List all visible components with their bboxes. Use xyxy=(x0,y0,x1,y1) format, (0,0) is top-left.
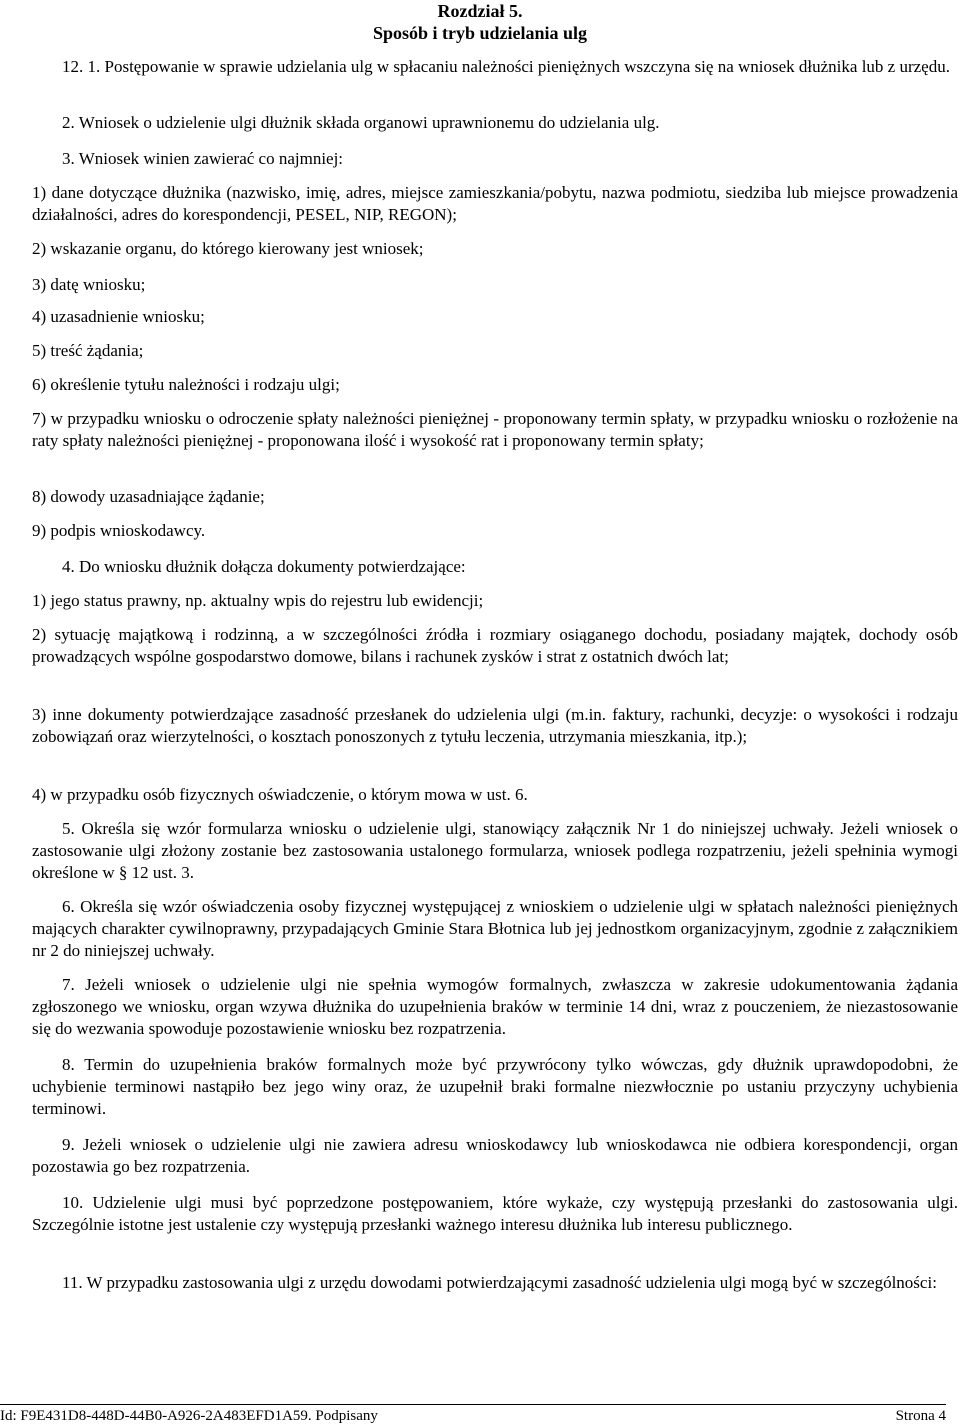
document-id: Id: F9E431D8-448D-44B0-A926-2A483EFD1A59. Podpisany xyxy=(0,1408,378,1424)
paragraph-11: 11. W przypadku zastosowania ulgi z urzędu dowodami potwierdzającymi zasadność udzielenia ulgi mogą być w szczególności: xyxy=(62,1273,937,1292)
list-item: 4) uzasadnienie wniosku; xyxy=(32,307,205,326)
paragraph-10: 10. Udzielenie ulgi musi być poprzedzone postępowaniem, które wykaże, czy występują przesłanki do zastosowania ulgi. Szczególnie istotne jest ustalenie czy występują przesłanki ważnego interesu dłużnika lub interesu publicznego. xyxy=(32,1193,958,1234)
list-item: 6) określenie tytułu należności i rodzaju ulgi; xyxy=(32,375,340,394)
list-item: 7) w przypadku wniosku o odroczenie spłaty należności pieniężnej - proponowany termin spłaty, w przypadku wniosku o rozłożenie na raty spłaty należności pieniężnej - proponowana ilość i wysokość rat i proponowany termin spłaty; xyxy=(32,409,958,450)
list-item: 1) jego status prawny, np. aktualny wpis do rejestru lub ewidencji; xyxy=(32,591,484,610)
list-item: 2) sytuację majątkową i rodzinną, a w szczególności źródła i rozmiary osiąganego dochodu, posiadany majątek, dochody osób prowadzących wspólne gospodarstwo domowe, bilans i rachunek zysków i strat z ostatnich dwóch lat; xyxy=(32,625,958,666)
paragraph-6: 6. Określa się wzór oświadczenia osoby fizycznej występującej z wnioskiem o udzielenie ulgi w spłatach należności pieniężnych mających charakter cywilnoprawny, przypadających Gminie Stara Błotnica lub jej jednostkom organizacyjnym, zgodnie z załącznikiem nr 2 do niniejszej uchwały. xyxy=(32,897,958,960)
list-item: 8) dowody uzasadniające żądanie; xyxy=(32,487,265,506)
paragraph-9: 9. Jeżeli wniosek o udzielenie ulgi nie zawiera adresu wnioskodawcy lub wnioskodawca nie odbiera korespondencji, organ pozostawia go bez rozpatrzenia. xyxy=(32,1135,958,1176)
list-item: 3) inne dokumenty potwierdzające zasadność przesłanek do udzielenia ulgi (m.in. faktury, rachunki, decyzje: o wysokości i rodzaju zobowiązań oraz wierzytelności, o kosztach ponoszonych z tytułu leczenia, utrzymania mieszkania, itp.); xyxy=(32,705,958,746)
list-item: 9) podpis wnioskodawcy. xyxy=(32,521,206,540)
paragraph-4: 4. Do wniosku dłużnik dołącza dokumenty potwierdzające: xyxy=(62,557,466,576)
list-item: 3) datę wniosku; xyxy=(32,275,146,294)
paragraph-8: 8. Termin do uzupełnienia braków formalnych może być przywrócony tylko wówczas, gdy dłużnik uprawdopodobni, że uchybienie terminowi nastąpiło bez jego winy oraz, że uzupełnił braki formalne niezwłocznie po ustaniu przyczyny uchybienia terminowi. xyxy=(32,1055,958,1118)
paragraph-12-1: 12. 1. Postępowanie w sprawie udzielania ulg w spłacaniu należności pieniężnych wszczyna się na wniosek dłużnika lub z urzędu. xyxy=(62,57,950,76)
paragraph-3: 3. Wniosek winien zawierać co najmniej: xyxy=(62,149,344,168)
list-item: 2) wskazanie organu, do którego kierowany jest wniosek; xyxy=(32,239,424,258)
chapter-title: Rozdział 5. xyxy=(437,1,523,21)
footer-divider xyxy=(0,1404,946,1405)
paragraph-2: 2. Wniosek o udzielenie ulgi dłużnik składa organowi uprawnionemu do udzielania ulg. xyxy=(62,113,660,132)
paragraph-7: 7. Jeżeli wniosek o udzielenie ulgi nie spełnia wymogów formalnych, zwłaszcza w zakresie udokumentowania żądania zgłoszonego we wniosku, organ wzywa dłużnika do uzupełnienia braków w terminie 14 dni, wraz z pouczeniem, że niezastosowanie się do wezwania spowoduje pozostawienie wniosku bez rozpatrzenia. xyxy=(32,975,958,1038)
list-item: 1) dane dotyczące dłużnika (nazwisko, imię, adres, miejsce zamieszkania/pobytu, nazwa podmiotu, siedziba lub miejsce prowadzenia działalności, adres do korespondencji, PESEL, NIP, REGON); xyxy=(32,183,958,224)
paragraph-5: 5. Określa się wzór formularza wniosku o udzielenie ulgi, stanowiący załącznik Nr 1 do niniejszej uchwały. Jeżeli wniosek o zastosowanie ulgi złożony zostanie bez zastosowania ustalonego formularza, wniosek podlega rozpatrzeniu, jeżeli spełninia wymogi określone w § 12 ust. 3. xyxy=(32,819,958,882)
list-item: 5) treść żądania; xyxy=(32,341,144,360)
page-number: Strona 4 xyxy=(895,1408,946,1424)
list-item: 4) w przypadku osób fizycznych oświadczenie, o którym mowa w ust. 6. xyxy=(32,785,528,804)
chapter-subtitle: Sposób i tryb udzielania ulg xyxy=(372,23,588,43)
